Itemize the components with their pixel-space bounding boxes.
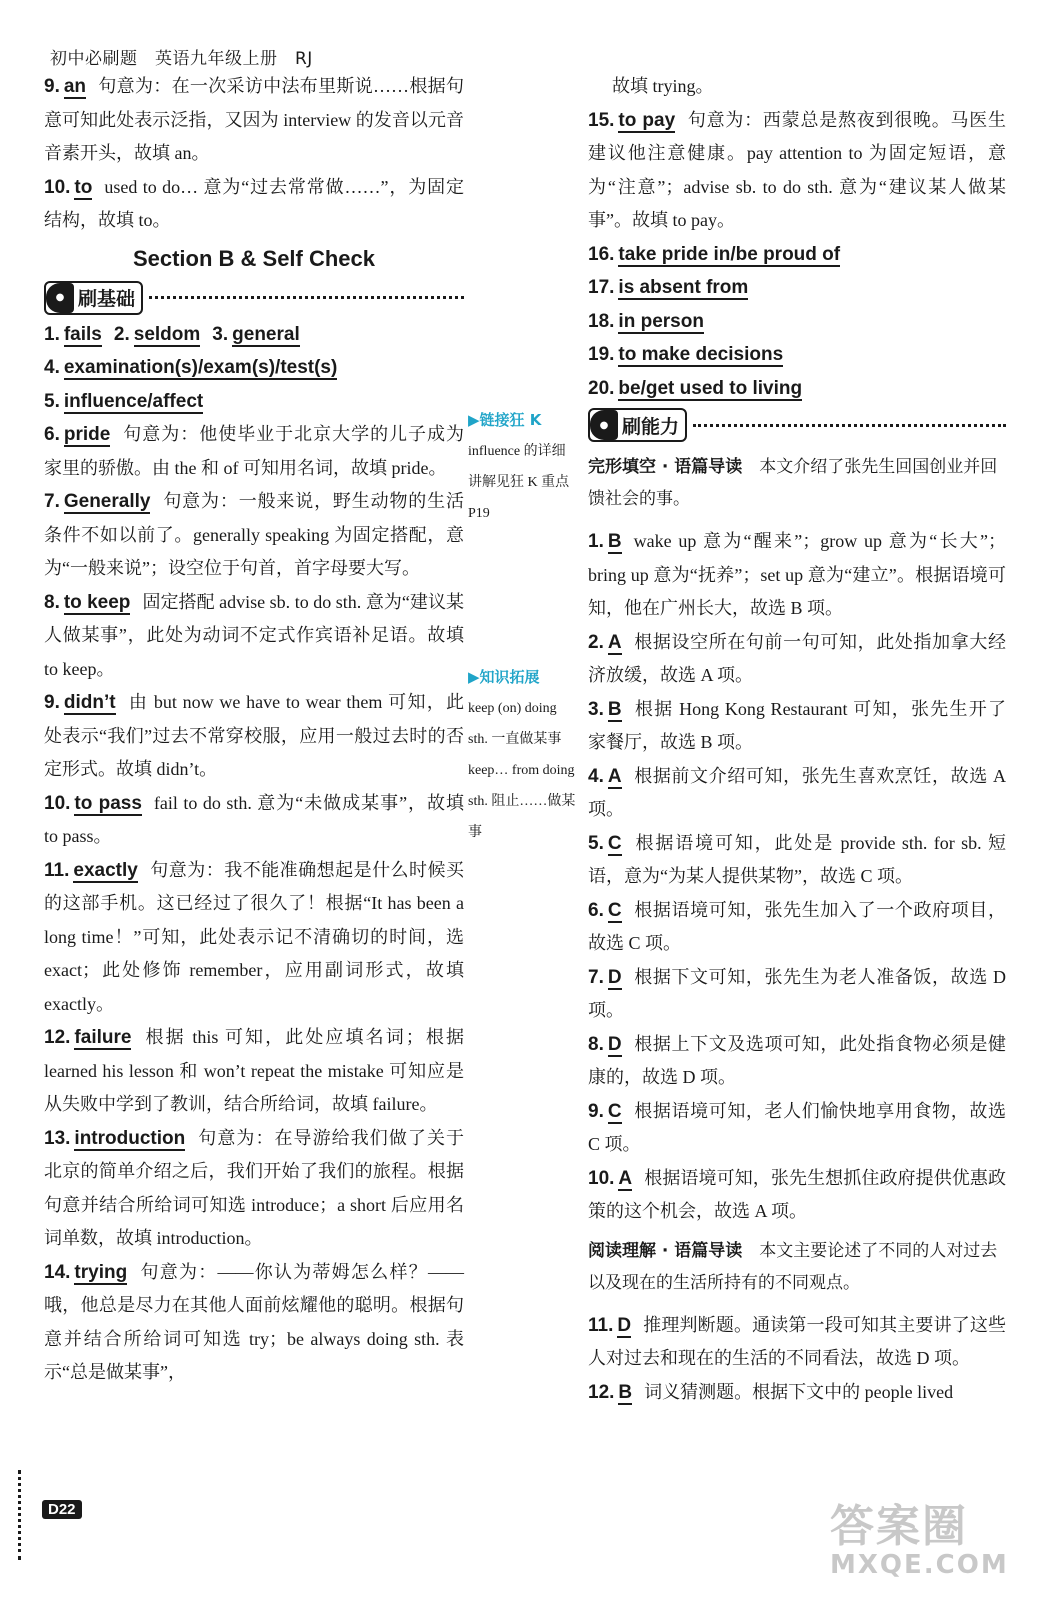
item-explanation: 根据下文可知，张先生为老人准备饭，故选 D 项。	[588, 966, 1006, 1020]
item-answer: failure	[74, 1027, 132, 1048]
item-explanation: 根据 Hong Kong Restaurant 可知，张先生开了家餐厅，故选 B 项。	[588, 698, 1006, 752]
item-answer: influence/affect	[63, 390, 204, 412]
item-answer: Generally	[63, 491, 151, 512]
running-header: 初中必刷题 英语九年级上册 RJ	[50, 49, 313, 69]
answer-item	[588, 104, 1006, 238]
item-number: 10.	[44, 792, 71, 814]
item-answer: general	[232, 323, 300, 345]
item-number: 2.	[113, 323, 130, 345]
item-number: 4.	[44, 357, 60, 378]
margin-note-text: keep (on) doing sth. 一直做某事 keep… from doing sth. 阻止……做某事	[468, 701, 576, 840]
item-explanation: 推理判断题。通读第一段可知其主要讲了这些人对过去和现在的生活的不同看法，故选 D 项。	[588, 1314, 1006, 1368]
answer-item	[44, 854, 464, 1022]
margin-note-link	[468, 405, 578, 529]
item-number: 11.	[44, 859, 70, 881]
answer-item	[44, 686, 464, 787]
left-column	[44, 70, 464, 1390]
item-explanation: 句意为：在导游给我们做了关于北京的简单介绍之后，我们开始了我们的旅程。根据句意并结合所给词可知选 introduce；a short 后应用名词单数，故填 introduction。	[44, 1127, 464, 1248]
answer-item	[588, 693, 1006, 760]
item-number: 18.	[588, 310, 615, 332]
item-number: 5.	[44, 390, 60, 412]
item-number: 10.	[44, 176, 71, 198]
basic-line-2	[44, 351, 464, 385]
item-answer: D	[617, 1314, 632, 1336]
basic-line-1	[44, 318, 464, 352]
answer-item	[44, 1122, 464, 1256]
item-answer: introduction	[74, 1127, 186, 1149]
item-answer: pride	[63, 424, 111, 445]
item-number: 6.	[588, 899, 604, 921]
item-explanation: used to do… 意为“过去常常做……”，为固定结构，故填 to。	[44, 176, 464, 230]
dotted-rule	[149, 296, 464, 299]
item-number: 11.	[588, 1314, 614, 1336]
page-dotted-edge	[18, 1470, 25, 1560]
badge-cap-icon: ●	[46, 283, 74, 313]
item-answer: B	[618, 1381, 633, 1403]
answer-item	[44, 586, 464, 687]
item-answer: C	[607, 1100, 622, 1122]
item-answer: examination(s)/exam(s)/test(s)	[63, 357, 338, 378]
item-number: 10.	[588, 1167, 615, 1189]
basic-line-3	[44, 385, 464, 419]
answer-item	[588, 626, 1006, 693]
answer-item	[44, 418, 464, 485]
answer-item	[588, 238, 1006, 272]
answer-item	[588, 1376, 1006, 1410]
item-answer: B	[607, 698, 622, 720]
item-answer: an	[63, 76, 87, 97]
item-number: 20.	[588, 377, 615, 399]
item-answer: to	[74, 176, 93, 198]
badge-cap-icon: ●	[590, 410, 618, 440]
item-number: 2.	[588, 631, 604, 653]
item-answer: D	[607, 1033, 622, 1055]
item-number: 19.	[588, 344, 615, 365]
item-number: 12.	[44, 1027, 71, 1048]
item-explanation: 句意为：在一次采访中法布里斯说……根据句意可知此处表示泛指，又因为 interview 的发音以元音音素开头，故填 an。	[44, 76, 464, 163]
item-number: 12.	[588, 1381, 615, 1403]
section-title: Section B & Self Check	[132, 245, 376, 271]
item-number: 8.	[588, 1033, 604, 1055]
item-explanation: fail to do sth. 意为“未做成某事”，故填 to pass。	[44, 792, 464, 846]
answer-item	[588, 305, 1006, 339]
item-explanation: 词义猜测题。根据下文中的 people lived	[644, 1381, 954, 1402]
guide-cloze: 完形填空 · 语篇导读 本文介绍了张先生回国创业并回馈社会的事。	[588, 457, 998, 508]
margin-note-label: ▶链接狂 K	[468, 411, 542, 429]
item-explanation: 根据设空所在句前一句可知，此处指加拿大经济放缓，故选 A 项。	[588, 631, 1006, 685]
item-number: 1.	[44, 323, 60, 345]
item-explanation: 固定搭配 advise sb. to do sth. 意为“建议某人做某事”，此处为动词不定式作宾语补足语。故填 to keep。	[44, 591, 464, 679]
item-explanation: 根据语境可知，张先生加入了一个政府项目，故选 C 项。	[588, 899, 1006, 953]
item-answer: A	[607, 765, 622, 787]
item-number: 1.	[588, 531, 604, 552]
item-explanation: 句意为：我不能准确想起是什么时候买的这部手机。这已经过了很久了！根据“It has been a long time！”可知，此处表示记不清确切的时间，选 exact；此处修饰 remember，应用副词形式，故填 exactly。	[44, 859, 464, 1014]
item-number: 6.	[44, 424, 60, 445]
answer-item	[588, 338, 1006, 372]
margin-note-text: influence 的详细讲解见狂 K 重点 P19	[468, 444, 570, 521]
item-explanation: 句意为：西蒙总是熬夜到很晚。马医生建议他注意健康。pay attention to 为固定短语，意为“注意”；advise sb. to do sth. 意为“建议某人做某事”。故填 to pay。	[588, 109, 1007, 230]
badge-basic-row	[44, 278, 464, 318]
badge-ability: ● 刷能力	[588, 408, 687, 442]
item-number: 3.	[212, 323, 229, 345]
answer-item	[588, 961, 1006, 1028]
answer-item	[588, 1309, 1006, 1376]
watermark: 答案圈 MXQE.COM	[830, 1501, 1009, 1580]
answer-item	[588, 1095, 1006, 1162]
answer-item	[588, 372, 1006, 406]
guide-reading: 阅读理解 · 语篇导读 本文主要论述了不同的人对过去以及现在的生活所持有的不同观点。	[588, 1240, 998, 1292]
answer-item	[44, 1021, 464, 1122]
item-number: 14.	[44, 1261, 71, 1283]
item-number: 16.	[588, 243, 615, 265]
answer-item	[44, 70, 464, 171]
item-number: 4.	[588, 765, 604, 787]
answer-item	[588, 1028, 1006, 1095]
item-number: 5.	[588, 832, 604, 854]
item-answer: B	[607, 531, 622, 552]
answer-item	[588, 827, 1006, 894]
answer-item	[44, 1256, 464, 1390]
answer-item	[44, 171, 464, 238]
item-answer: A	[618, 1167, 633, 1189]
item-explanation: 句意为：一般来说，野生动物的生活条件不如以前了。generally speaking 为固定搭配，意为“一般来说”；设空位于句首，首字母要大写。	[44, 491, 464, 578]
item-number: 13.	[44, 1127, 71, 1149]
answer-item	[44, 485, 464, 586]
item-explanation: 根据语境可知，此处是 provide sth. for sb. 短语，意为“为某人提供某物”，故选 C 项。	[588, 832, 1006, 886]
item-answer: fails	[63, 323, 102, 345]
item-answer: didn’t	[63, 692, 116, 713]
item-explanation: 根据上下文及选项可知，此处指食物必须是健康的，故选 D 项。	[588, 1033, 1006, 1087]
item-answer: D	[607, 966, 622, 988]
margin-note-label: ▶知识拓展	[468, 668, 540, 686]
item-number: 7.	[588, 966, 604, 988]
answer-item	[588, 894, 1006, 961]
item-explanation: 根据语境可知，张先生想抓住政府提供优惠政策的这个机会，故选 A 项。	[588, 1167, 1006, 1221]
item-answer: A	[607, 631, 622, 653]
item-explanation: 句意为：——你认为蒂姆怎么样？——哦，他总是尽力在其他人面前炫耀他的聪明。根据句意并结合所给词可知选 try；be always doing sth. 表示“总是做某事”，	[44, 1261, 464, 1382]
item-answer: C	[607, 832, 622, 854]
badge-ability-row	[588, 405, 1006, 445]
item-number: 9.	[44, 692, 60, 713]
answer-item	[44, 787, 464, 854]
answer-item	[588, 1162, 1006, 1229]
answer-item	[588, 760, 1006, 827]
item-explanation: wake up 意为“醒来”；grow up 意为“长大”；bring up 意为“抚养”；set up 意为“建立”。根据语境可知，他在广州长大，故选 B 项。	[588, 531, 1006, 618]
badge-basic: ● 刷基础	[44, 281, 143, 315]
right-column	[588, 70, 1006, 1409]
item-answer: seldom	[133, 323, 201, 345]
answer-item	[588, 525, 1006, 626]
item-answer: to make decisions	[618, 344, 784, 365]
item-number: 8.	[44, 591, 60, 613]
item-answer: to pass	[74, 792, 142, 814]
item-answer: to pay	[618, 109, 676, 131]
continued-text: 故填 trying。	[612, 76, 714, 96]
item-explanation: 根据 this 可知，此处应填名词；根据 learned his lesson 和 won’t repeat the mistake 可知应是从失败中学到了教训，结合所给词，故填 failure。	[44, 1027, 464, 1114]
item-answer: exactly	[73, 859, 138, 881]
item-answer: trying	[74, 1261, 128, 1283]
item-answer: C	[607, 899, 622, 921]
item-number: 9.	[588, 1100, 604, 1122]
item-answer: in person	[618, 310, 704, 332]
item-number: 9.	[44, 76, 60, 97]
item-explanation: 由 but now we have to wear them 可知，此处表示“我们”过去不常穿校服，应用一般过去时的否定形式。故填 didn’t。	[44, 692, 464, 779]
dotted-rule	[693, 424, 1006, 427]
item-answer: is absent from	[618, 277, 749, 298]
item-number: 15.	[588, 109, 615, 131]
item-explanation: 句意为：他使毕业于北京大学的儿子成为家里的骄傲。由 the 和 of 可知用名词，故填 pride。	[44, 424, 464, 478]
item-answer: take pride in/be proud of	[618, 243, 841, 265]
item-number: 17.	[588, 277, 615, 298]
item-number: 7.	[44, 491, 60, 512]
item-explanation: 根据前文介绍可知，张先生喜欢烹饪，故选 A 项。	[588, 765, 1006, 819]
item-number: 3.	[588, 698, 604, 720]
answer-item	[588, 271, 1006, 305]
margin-note-extension	[468, 662, 578, 848]
item-explanation: 根据语境可知，老人们愉快地享用食物，故选 C 项。	[588, 1100, 1006, 1154]
page-number: D22	[42, 1500, 82, 1519]
item-answer: to keep	[63, 591, 131, 613]
item-answer: be/get used to living	[618, 377, 803, 399]
